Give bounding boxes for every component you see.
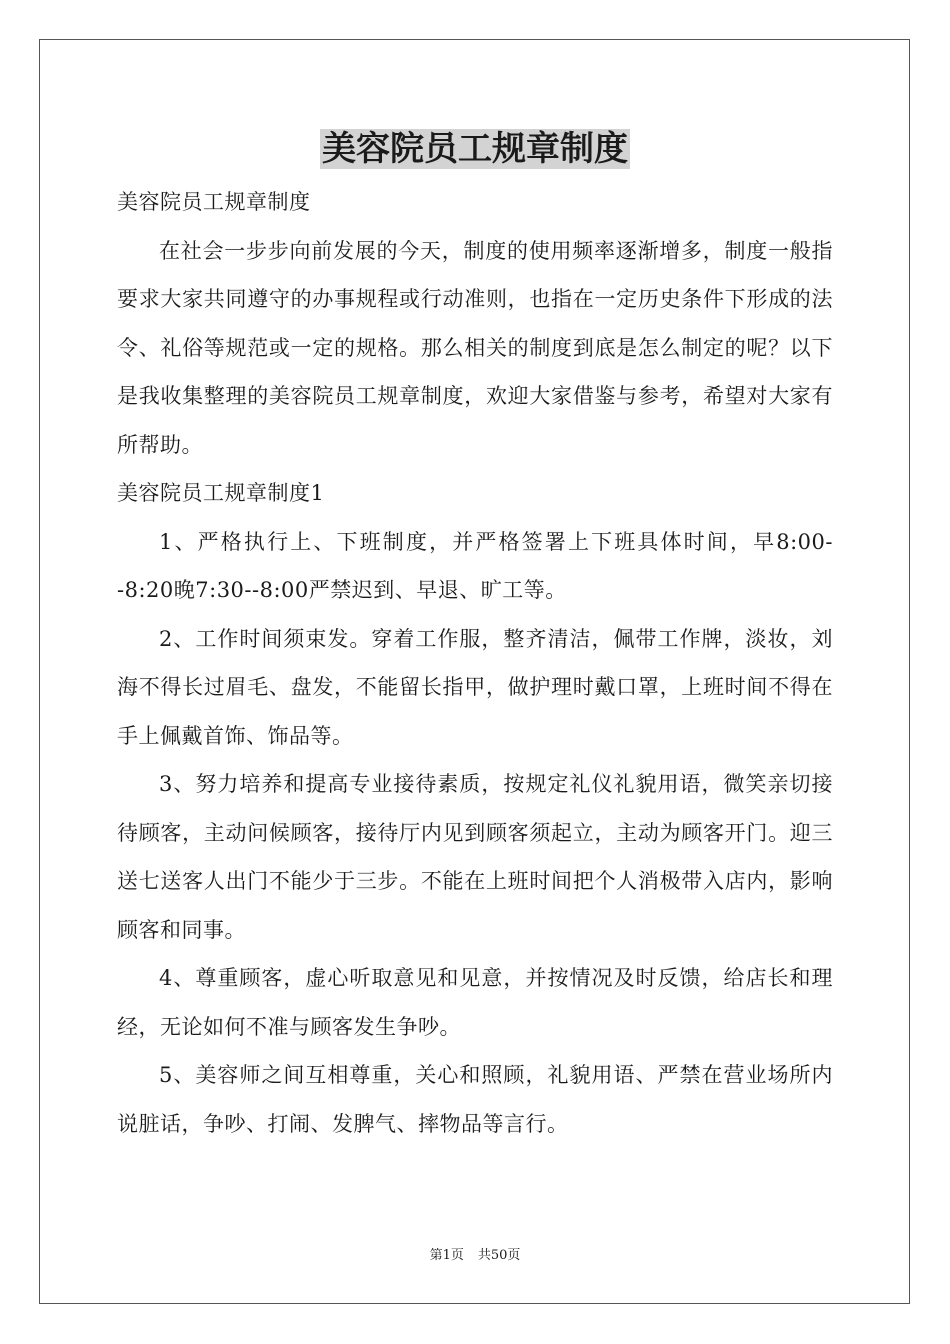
document-subtitle: 美容院员工规章制度 — [117, 190, 311, 214]
document-body — [117, 178, 833, 1148]
document-title-text: 美容院员工规章制度 — [322, 129, 628, 169]
document-title — [0, 127, 950, 171]
intro-paragraph: 在社会一步步向前发展的今天，制度的使用频率逐渐增多，制度一般指要求大家共同遵守的办事规程或行动准则，也指在一定历史条件下形成的法令、礼俗等规范或一定的规格。那么相关的制度到底是怎么制定的呢？以下是我收集整理的美容院员工规章制度，欢迎大家借鉴与参考，希望对大家有所帮助。 — [117, 238, 833, 457]
page-footer — [0, 1247, 950, 1265]
rule-item-5: 5、美容师之间互相尊重，关心和照顾，礼貌用语、严禁在营业场所内说脏话，争吵、打闹、发脾气、摔物品等言行。 — [117, 1063, 833, 1136]
rule-item-3: 3、努力培养和提高专业接待素质，按规定礼仪礼貌用语，微笑亲切接待顾客，主动问候顾客，接待厅内见到顾客须起立，主动为顾客开门。迎三送七送客人出门不能少于三步。不能在上班时间把个人消极带入店内，影响顾客和同事。 — [117, 772, 833, 942]
rule-item-1: 1、严格执行上、下班制度，并严格签署上下班具体时间，早8:00--8:20晚7:30--8:00严禁迟到、早退、旷工等。 — [117, 529, 833, 602]
page-number: 第1页 — [429, 1248, 464, 1263]
section-heading: 美容院员工规章制度1 — [117, 481, 325, 505]
page-total: 共50页 — [477, 1248, 521, 1263]
rule-item-4: 4、尊重顾客，虚心听取意见和见意，并按情况及时反馈，给店长和理经，无论如何不准与顾客发生争吵。 — [117, 966, 833, 1039]
rule-item-2: 2、工作时间须束发。穿着工作服，整齐清洁，佩带工作牌，淡妆，刘海不得长过眉毛、盘发，不能留长指甲，做护理时戴口罩，上班时间不得在手上佩戴首饰、饰品等。 — [117, 626, 833, 748]
